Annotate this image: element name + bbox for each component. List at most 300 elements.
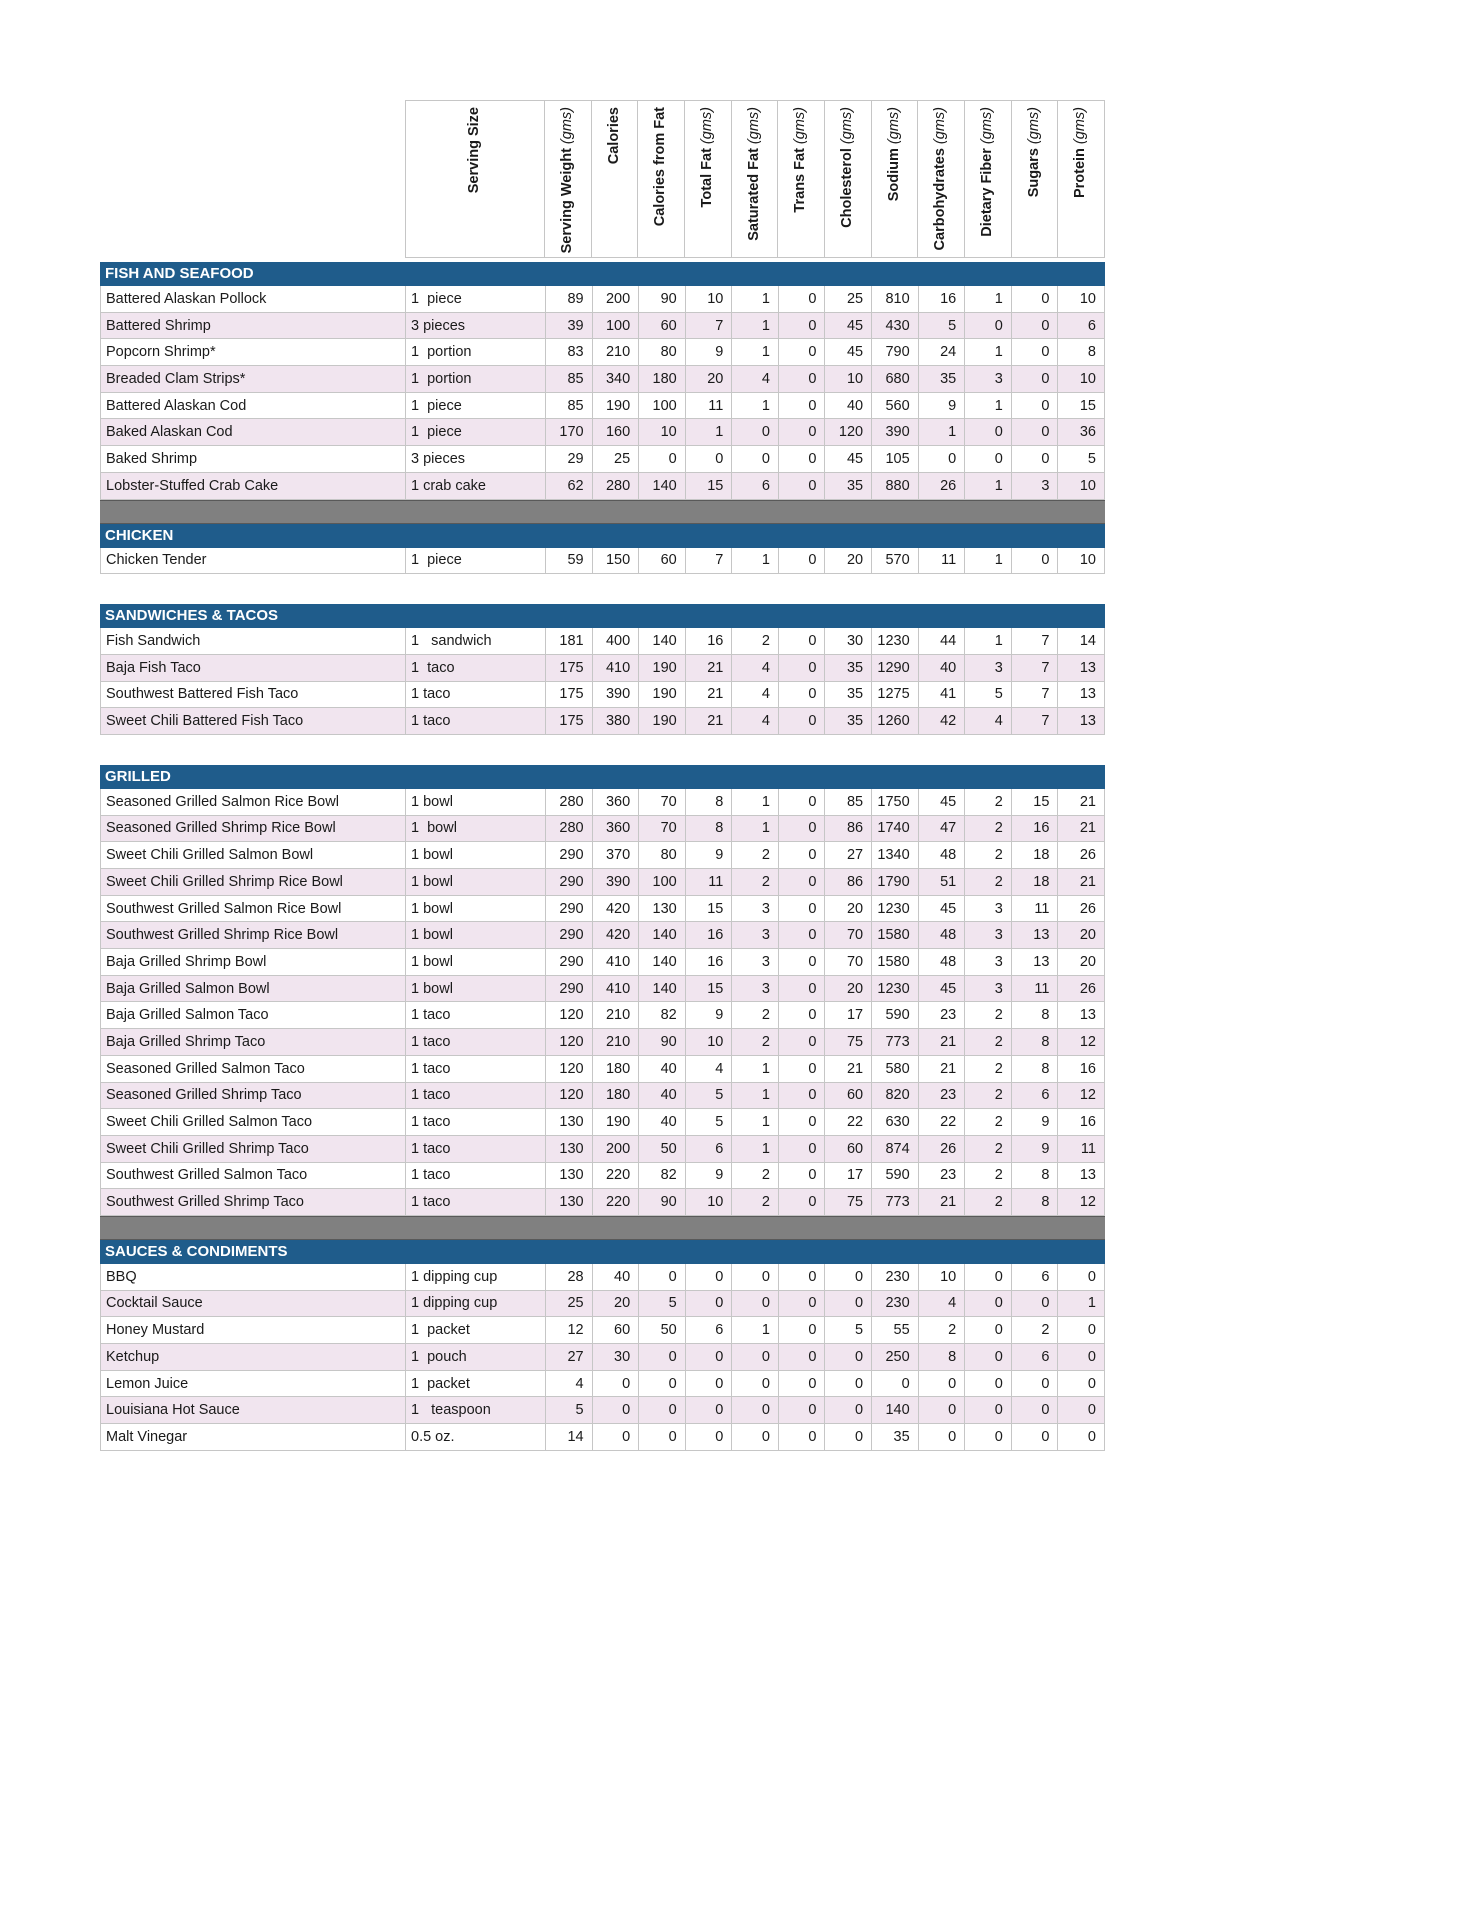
- table-row: [100, 708, 1105, 735]
- item-name: Baked Alaskan Cod: [101, 419, 406, 446]
- value-cell: 40: [639, 1109, 686, 1136]
- value-cell: 8: [686, 816, 733, 843]
- value-cell: 140: [639, 628, 686, 655]
- table-row: [100, 1424, 1105, 1451]
- serving-size: 1 packet: [406, 1317, 546, 1344]
- item-name: Battered Alaskan Cod: [101, 393, 406, 420]
- value-cell: 75: [825, 1189, 872, 1216]
- value-cell: 20: [1058, 949, 1105, 976]
- column-header-saturated-fat: [732, 100, 779, 258]
- value-cell: 3: [732, 949, 779, 976]
- value-cell: 20: [1058, 922, 1105, 949]
- item-name: Southwest Battered Fish Taco: [101, 682, 406, 709]
- value-cell: 16: [686, 922, 733, 949]
- value-cell: 0: [779, 655, 826, 682]
- value-cell: 10: [686, 1189, 733, 1216]
- value-cell: 60: [825, 1136, 872, 1163]
- value-cell: 6: [1012, 1264, 1059, 1291]
- value-cell: 70: [639, 789, 686, 816]
- value-cell: 13: [1058, 655, 1105, 682]
- value-cell: 5: [1058, 446, 1105, 473]
- value-cell: 190: [639, 708, 686, 735]
- value-cell: 390: [593, 869, 640, 896]
- value-cell: 16: [686, 628, 733, 655]
- serving-size: 1 piece: [406, 286, 546, 313]
- table-row: [100, 446, 1105, 473]
- serving-size: 1 bowl: [406, 949, 546, 976]
- value-cell: 5: [686, 1083, 733, 1110]
- value-cell: 27: [825, 842, 872, 869]
- value-cell: 6: [1012, 1344, 1059, 1371]
- value-cell: 15: [1012, 789, 1059, 816]
- value-cell: 21: [825, 1056, 872, 1083]
- value-cell: 26: [1058, 842, 1105, 869]
- value-cell: 190: [593, 393, 640, 420]
- value-cell: 48: [919, 949, 966, 976]
- value-cell: 0: [779, 682, 826, 709]
- value-cell: 0: [1012, 1371, 1059, 1398]
- value-cell: 290: [546, 869, 593, 896]
- value-cell: 8: [1012, 1029, 1059, 1056]
- value-cell: 0: [779, 1344, 826, 1371]
- value-cell: 175: [546, 655, 593, 682]
- value-cell: 83: [546, 339, 593, 366]
- table-row: [100, 548, 1105, 575]
- value-cell: 1: [732, 789, 779, 816]
- column-header-label: Sugars (gms): [1025, 107, 1042, 198]
- value-cell: 0: [779, 1424, 826, 1451]
- item-name: Lemon Juice: [101, 1371, 406, 1398]
- value-cell: 0: [779, 1002, 826, 1029]
- value-cell: 175: [546, 708, 593, 735]
- value-cell: 290: [546, 896, 593, 923]
- value-cell: 1: [965, 286, 1012, 313]
- value-cell: 1: [686, 419, 733, 446]
- value-cell: 0: [965, 313, 1012, 340]
- value-cell: 3: [965, 655, 1012, 682]
- table-row: [100, 1029, 1105, 1056]
- serving-size: 1 taco: [406, 682, 546, 709]
- value-cell: 560: [872, 393, 919, 420]
- column-header-protein: [1058, 100, 1105, 258]
- value-cell: 0: [825, 1397, 872, 1424]
- table-row: [100, 1136, 1105, 1163]
- table-row: [100, 949, 1105, 976]
- value-cell: 22: [825, 1109, 872, 1136]
- value-cell: 380: [593, 708, 640, 735]
- value-cell: 1740: [872, 816, 919, 843]
- item-name: Baja Grilled Shrimp Taco: [101, 1029, 406, 1056]
- value-cell: 0: [639, 1397, 686, 1424]
- column-header-serving-weight: [545, 100, 592, 258]
- value-cell: 35: [872, 1424, 919, 1451]
- column-header-label: Saturated Fat (gms): [745, 107, 762, 241]
- value-cell: 2: [732, 842, 779, 869]
- value-cell: 0: [779, 628, 826, 655]
- value-cell: 3: [965, 896, 1012, 923]
- value-cell: 40: [825, 393, 872, 420]
- value-cell: 0: [1058, 1371, 1105, 1398]
- section-gap: [100, 735, 1105, 765]
- value-cell: 0: [779, 922, 826, 949]
- value-cell: 0: [965, 1317, 1012, 1344]
- value-cell: 12: [1058, 1029, 1105, 1056]
- column-header-serving-size: [405, 100, 545, 258]
- value-cell: 1340: [872, 842, 919, 869]
- value-cell: 773: [872, 1029, 919, 1056]
- value-cell: 630: [872, 1109, 919, 1136]
- value-cell: 0: [965, 446, 1012, 473]
- value-cell: 0: [1012, 1424, 1059, 1451]
- value-cell: 1: [1058, 1291, 1105, 1318]
- serving-size: 1 dipping cup: [406, 1264, 546, 1291]
- serving-size: 1 portion: [406, 366, 546, 393]
- serving-size: 1 taco: [406, 1056, 546, 1083]
- value-cell: 0: [779, 869, 826, 896]
- serving-size: 1 packet: [406, 1371, 546, 1398]
- value-cell: 35: [825, 655, 872, 682]
- value-cell: 48: [919, 842, 966, 869]
- value-cell: 45: [825, 446, 872, 473]
- serving-size: 1 taco: [406, 1083, 546, 1110]
- item-name: Battered Alaskan Pollock: [101, 286, 406, 313]
- value-cell: 290: [546, 949, 593, 976]
- value-cell: 190: [593, 1109, 640, 1136]
- serving-size: 1 bowl: [406, 922, 546, 949]
- item-name: Baja Grilled Shrimp Bowl: [101, 949, 406, 976]
- value-cell: 0: [1058, 1397, 1105, 1424]
- item-name: Cocktail Sauce: [101, 1291, 406, 1318]
- serving-size: 1 taco: [406, 1136, 546, 1163]
- value-cell: 70: [825, 922, 872, 949]
- table-row: [100, 1056, 1105, 1083]
- value-cell: 90: [639, 286, 686, 313]
- item-name: Southwest Grilled Salmon Rice Bowl: [101, 896, 406, 923]
- value-cell: 4: [732, 655, 779, 682]
- value-cell: 140: [639, 976, 686, 1003]
- value-cell: 0: [639, 1424, 686, 1451]
- value-cell: 0: [779, 1264, 826, 1291]
- column-header-label: Serving Weight (gms): [558, 107, 575, 254]
- value-cell: 0: [686, 1397, 733, 1424]
- value-cell: 75: [825, 1029, 872, 1056]
- value-cell: 0: [1058, 1317, 1105, 1344]
- value-cell: 9: [686, 339, 733, 366]
- serving-size: 1 taco: [406, 1109, 546, 1136]
- value-cell: 0: [779, 816, 826, 843]
- value-cell: 60: [593, 1317, 640, 1344]
- value-cell: 14: [546, 1424, 593, 1451]
- value-cell: 140: [639, 949, 686, 976]
- value-cell: 1: [732, 1083, 779, 1110]
- serving-size: 1 bowl: [406, 816, 546, 843]
- value-cell: 0: [593, 1397, 640, 1424]
- value-cell: 90: [639, 1029, 686, 1056]
- value-cell: 60: [825, 1083, 872, 1110]
- value-cell: 85: [546, 393, 593, 420]
- value-cell: 0: [779, 473, 826, 500]
- value-cell: 5: [546, 1397, 593, 1424]
- serving-size: 1 bowl: [406, 976, 546, 1003]
- value-cell: 15: [686, 473, 733, 500]
- column-header-label: Cholesterol (gms): [838, 107, 855, 228]
- column-header-label: Protein (gms): [1072, 107, 1089, 199]
- value-cell: 10: [639, 419, 686, 446]
- value-cell: 430: [872, 313, 919, 340]
- value-cell: 12: [1058, 1189, 1105, 1216]
- table-row: [100, 628, 1105, 655]
- value-cell: 80: [639, 842, 686, 869]
- value-cell: 2: [965, 789, 1012, 816]
- value-cell: 0: [1012, 313, 1059, 340]
- value-cell: 150: [593, 548, 640, 575]
- value-cell: 3: [732, 922, 779, 949]
- table-row: [100, 1189, 1105, 1216]
- value-cell: 18: [1012, 842, 1059, 869]
- table-row: [100, 1002, 1105, 1029]
- value-cell: 0: [779, 1371, 826, 1398]
- value-cell: 210: [593, 339, 640, 366]
- value-cell: 7: [686, 548, 733, 575]
- value-cell: 0: [919, 446, 966, 473]
- value-cell: 570: [872, 548, 919, 575]
- table-row: [100, 1397, 1105, 1424]
- value-cell: 10: [686, 286, 733, 313]
- value-cell: 130: [546, 1136, 593, 1163]
- serving-size: 1 taco: [406, 655, 546, 682]
- value-cell: 45: [919, 976, 966, 1003]
- value-cell: 11: [1012, 976, 1059, 1003]
- value-cell: 26: [919, 473, 966, 500]
- table-row: [100, 842, 1105, 869]
- value-cell: 13: [1012, 949, 1059, 976]
- value-cell: 0: [779, 548, 826, 575]
- value-cell: 35: [825, 473, 872, 500]
- value-cell: 17: [825, 1163, 872, 1190]
- value-cell: 100: [639, 393, 686, 420]
- column-header-label: Carbohydrates (gms): [932, 107, 949, 251]
- value-cell: 4: [686, 1056, 733, 1083]
- value-cell: 410: [593, 655, 640, 682]
- value-cell: 2: [732, 1163, 779, 1190]
- value-cell: 0: [1012, 366, 1059, 393]
- serving-size: 1 piece: [406, 419, 546, 446]
- table-row: [100, 896, 1105, 923]
- value-cell: 0: [1012, 1397, 1059, 1424]
- value-cell: 5: [686, 1109, 733, 1136]
- value-cell: 0: [965, 1291, 1012, 1318]
- value-cell: 200: [593, 1136, 640, 1163]
- value-cell: 1: [732, 339, 779, 366]
- value-cell: 1580: [872, 949, 919, 976]
- value-cell: 0: [732, 1291, 779, 1318]
- value-cell: 3: [1012, 473, 1059, 500]
- value-cell: 3: [965, 949, 1012, 976]
- value-cell: 0: [639, 446, 686, 473]
- value-cell: 50: [639, 1136, 686, 1163]
- value-cell: 360: [593, 816, 640, 843]
- serving-size: 1 teaspoon: [406, 1397, 546, 1424]
- value-cell: 0: [779, 789, 826, 816]
- value-cell: 120: [825, 419, 872, 446]
- value-cell: 11: [919, 548, 966, 575]
- value-cell: 420: [593, 922, 640, 949]
- value-cell: 21: [919, 1029, 966, 1056]
- value-cell: 1: [965, 548, 1012, 575]
- value-cell: 2: [965, 1056, 1012, 1083]
- table-row: [100, 339, 1105, 366]
- value-cell: 6: [1058, 313, 1105, 340]
- table-row: [100, 869, 1105, 896]
- value-cell: 0: [779, 339, 826, 366]
- value-cell: 5: [919, 313, 966, 340]
- value-cell: 9: [1012, 1109, 1059, 1136]
- value-cell: 140: [639, 473, 686, 500]
- table-row: [100, 1371, 1105, 1398]
- value-cell: 0: [779, 1163, 826, 1190]
- value-cell: 874: [872, 1136, 919, 1163]
- value-cell: 1: [732, 286, 779, 313]
- value-cell: 30: [593, 1344, 640, 1371]
- value-cell: 0: [965, 1424, 1012, 1451]
- value-cell: 2: [965, 1109, 1012, 1136]
- value-cell: 51: [919, 869, 966, 896]
- value-cell: 28: [546, 1264, 593, 1291]
- value-cell: 4: [919, 1291, 966, 1318]
- value-cell: 0: [779, 949, 826, 976]
- value-cell: 1: [732, 548, 779, 575]
- value-cell: 0: [732, 1344, 779, 1371]
- value-cell: 3: [965, 366, 1012, 393]
- value-cell: 10: [1058, 473, 1105, 500]
- column-header-label: Trans Fat (gms): [792, 107, 809, 213]
- value-cell: 15: [686, 896, 733, 923]
- value-cell: 6: [686, 1136, 733, 1163]
- value-cell: 400: [593, 628, 640, 655]
- value-cell: 2: [1012, 1317, 1059, 1344]
- value-cell: 9: [686, 1163, 733, 1190]
- value-cell: 62: [546, 473, 593, 500]
- value-cell: 35: [825, 708, 872, 735]
- value-cell: 0: [686, 1264, 733, 1291]
- value-cell: 0: [732, 446, 779, 473]
- value-cell: 2: [965, 842, 1012, 869]
- value-cell: 5: [965, 682, 1012, 709]
- item-name: Fish Sandwich: [101, 628, 406, 655]
- value-cell: 1230: [872, 896, 919, 923]
- value-cell: 10: [686, 1029, 733, 1056]
- value-cell: 6: [1012, 1083, 1059, 1110]
- item-name: Lobster-Stuffed Crab Cake: [101, 473, 406, 500]
- value-cell: 20: [825, 548, 872, 575]
- value-cell: 0: [639, 1344, 686, 1371]
- value-cell: 13: [1012, 922, 1059, 949]
- item-name: Popcorn Shrimp*: [101, 339, 406, 366]
- value-cell: 1: [965, 628, 1012, 655]
- value-cell: 1580: [872, 922, 919, 949]
- value-cell: 120: [546, 1083, 593, 1110]
- value-cell: 175: [546, 682, 593, 709]
- value-cell: 410: [593, 976, 640, 1003]
- value-cell: 1750: [872, 789, 919, 816]
- item-name: Honey Mustard: [101, 1317, 406, 1344]
- column-header-sugars: [1012, 100, 1059, 258]
- value-cell: 27: [546, 1344, 593, 1371]
- value-cell: 2: [965, 1083, 1012, 1110]
- value-cell: 390: [593, 682, 640, 709]
- value-cell: 20: [825, 896, 872, 923]
- column-header-calories-from-fat: [638, 100, 685, 258]
- value-cell: 40: [639, 1083, 686, 1110]
- serving-size: 1 taco: [406, 1029, 546, 1056]
- value-cell: 23: [919, 1002, 966, 1029]
- value-cell: 773: [872, 1189, 919, 1216]
- value-cell: 25: [825, 286, 872, 313]
- value-cell: 11: [686, 869, 733, 896]
- value-cell: 86: [825, 816, 872, 843]
- value-cell: 290: [546, 922, 593, 949]
- value-cell: 3: [965, 922, 1012, 949]
- value-cell: 16: [1012, 816, 1059, 843]
- serving-size: 3 pieces: [406, 313, 546, 340]
- value-cell: 3: [732, 976, 779, 1003]
- serving-size: 1 portion: [406, 339, 546, 366]
- value-cell: 1: [732, 393, 779, 420]
- value-cell: 1230: [872, 976, 919, 1003]
- value-cell: 8: [1012, 1002, 1059, 1029]
- table-row: [100, 1291, 1105, 1318]
- section-header: SAUCES & CONDIMENTS: [100, 1240, 1105, 1264]
- value-cell: 880: [872, 473, 919, 500]
- value-cell: 100: [639, 869, 686, 896]
- value-cell: 21: [919, 1189, 966, 1216]
- serving-size: 1 bowl: [406, 789, 546, 816]
- value-cell: 80: [639, 339, 686, 366]
- value-cell: 15: [686, 976, 733, 1003]
- value-cell: 5: [639, 1291, 686, 1318]
- item-name: Louisiana Hot Sauce: [101, 1397, 406, 1424]
- value-cell: 0: [1012, 419, 1059, 446]
- value-cell: 290: [546, 842, 593, 869]
- value-cell: 36: [1058, 419, 1105, 446]
- serving-size: 0.5 oz.: [406, 1424, 546, 1451]
- value-cell: 1: [732, 1136, 779, 1163]
- value-cell: 13: [1058, 1163, 1105, 1190]
- value-cell: 230: [872, 1291, 919, 1318]
- column-header-row: [100, 100, 1105, 258]
- column-header-cholesterol: [825, 100, 872, 258]
- value-cell: 47: [919, 816, 966, 843]
- table-row: [100, 1083, 1105, 1110]
- value-cell: 26: [1058, 976, 1105, 1003]
- value-cell: 40: [593, 1264, 640, 1291]
- value-cell: 0: [779, 1136, 826, 1163]
- value-cell: 0: [965, 419, 1012, 446]
- value-cell: 23: [919, 1163, 966, 1190]
- value-cell: 21: [686, 682, 733, 709]
- item-name: Baked Shrimp: [101, 446, 406, 473]
- nutrition-table: [100, 100, 1105, 1451]
- serving-size: 1 crab cake: [406, 473, 546, 500]
- value-cell: 12: [1058, 1083, 1105, 1110]
- column-header-dietary-fiber: [965, 100, 1012, 258]
- item-name: Ketchup: [101, 1344, 406, 1371]
- value-cell: 0: [1058, 1424, 1105, 1451]
- value-cell: 220: [593, 1189, 640, 1216]
- value-cell: 0: [639, 1264, 686, 1291]
- value-cell: 2: [919, 1317, 966, 1344]
- value-cell: 35: [919, 366, 966, 393]
